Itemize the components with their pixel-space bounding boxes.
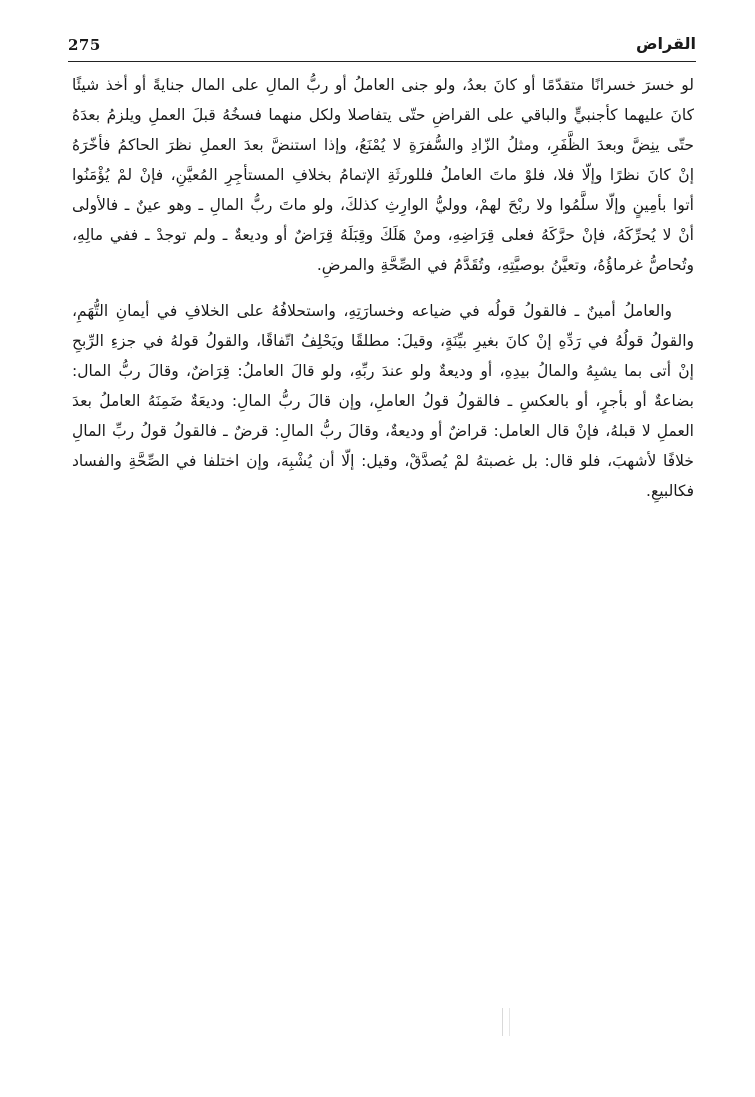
scan-artifact xyxy=(502,1008,510,1036)
page-number: 275 xyxy=(68,36,101,54)
main-text xyxy=(72,70,694,506)
paragraph-2: والعاملُ أمينٌ ـ فالقولُ قولُه في ضياعه وخسارَتِهِ، واستحلافُهُ على الخلافِ في أيمانِ التُّهَمِ، والقولُ قولُهُ في رَدِّهِ إنْ كانَ بغيرِ بيِّنَةٍ، وقيلَ: مطلقًا ويَحْلِفُ اتّفاقًا، والقولُ قولهُ في جزءِ الرِّبحِ إنْ أتى بما يشبِهُ والمالُ بيدِهِ، أو وديعةٌ ولو عندَ ربِّهِ، ولو قالَ العاملُ: قِرَاضٌ، وقالَ ربُّ المال: بضاعةٌ أو بأجرٍ، أو بالعكسِ ـ فالقولُ قولُ العاملِ، وإن قالَ ربُّ المالِ: وديعَةٌ ضَمِنَهُ العاملُ بعدَ العملِ لا قبلهُ، فإنْ قال العامل: قراضٌ أو وديعةٌ، وقالَ ربُّ المالِ: قرضٌ ـ فالقولُ قولُ ربِّ المالِ خلافًا لأشهبَ، فلو قال: بل غصبتهُ لمْ يُصدَّقْ، وقيل: إلّا أن يُشْبِهَ، وإن اختلفا في الصِّحَّةِ والفساد فكالبيعِ. xyxy=(72,302,694,500)
running-title: القراض xyxy=(636,34,696,53)
header-divider xyxy=(68,61,696,62)
paragraph-1: لو خسرَ خسرانًا متقدّمًا أو كانَ بعدُ، ولو جنى العاملُ أو ربُّ المالِ على المال جنايةً أو أخذ شيئًا كانَ عليهما كأجنبيٍّ والباقي على القراضِ حتّى يتفاصلا ولكل منهما فسخُهُ قبلَ العملِ ويلزمُ بعدَهُ حتّى ينِضَّ وبعدَ الظَّفَرِ، ومثلُ الزّادِ والسُّفرَةِ لا يُمْنَعُ، وإذا استنضَّ بعدَ العملِ نظرَ الحاكمُ فأخّرَهُ إنْ كانَ نظرًا وإلّا فلا، فلوْ ماتَ العاملُ فللورثَةِ الإتمامُ بخلافِ المستأجِرِ المُعيَّنِ، فإنْ لمْ يُؤْمَنُوا أتوا بأمِينٍ وإلّا سلَّمُوا ولا ربْحَ لهمْ، ووليُّ الوارِثِ كذلكَ، ولو ماتَ ربُّ المالِ ـ وهو عينٌ ـ فالأولى أنْ لا يُحرِّكَهُ، فإنْ حرَّكَهُ فعلى قِرَاضِهِ، ومنْ هَلَكَ وقِبَلَهُ قِرَاضٌ أو وديعةٌ ـ ولم توجدْ ـ ففي مالِهِ، وتُحاصُّ غرماؤُهُ، وتعيَّنُ بوصيَّتِهِ، وتُقَدَّمُ في الصِّحَّةِ والمرضِ. xyxy=(72,76,694,274)
page-header xyxy=(68,32,696,60)
